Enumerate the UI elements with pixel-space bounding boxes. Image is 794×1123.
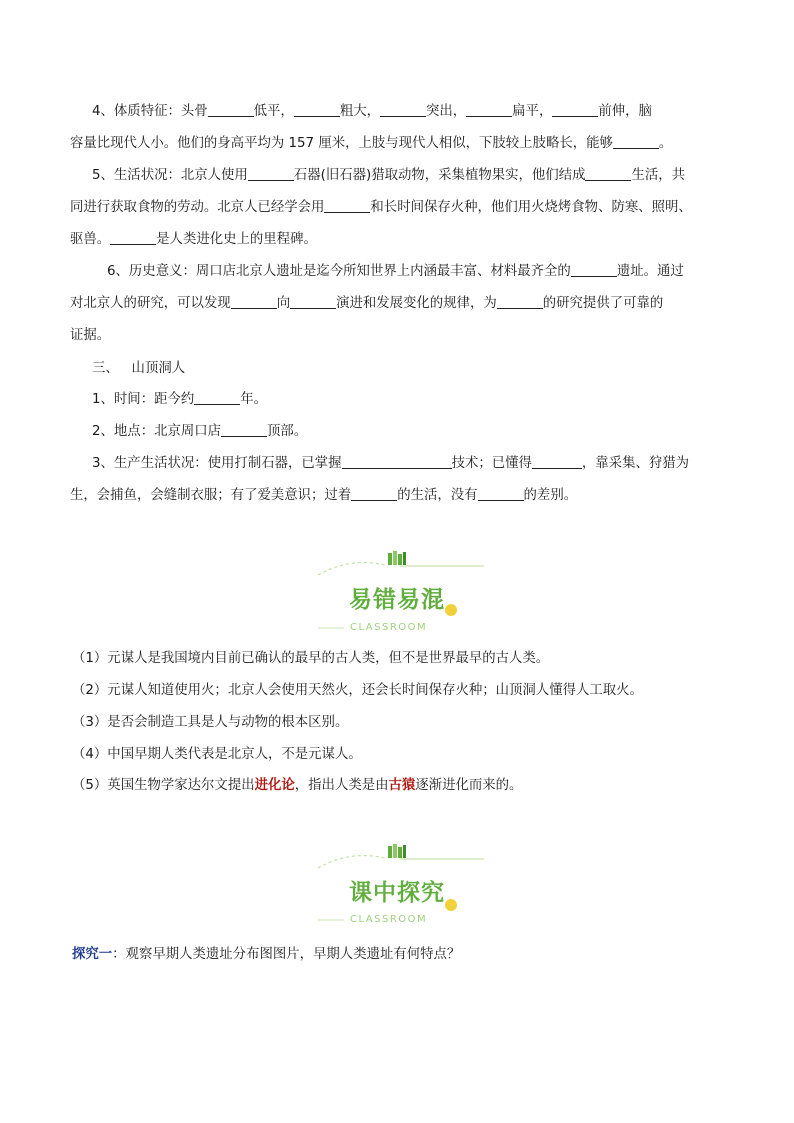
item5-line2 [70, 197, 794, 219]
text: 的生活，没有 [397, 488, 478, 503]
blank [552, 101, 598, 117]
blank [294, 101, 340, 117]
explore-question [72, 944, 794, 966]
text: 容量比现代人小。他们的身高平均为 157 厘米，上肢与现代人相似，下肢较上肢略长，能够 [70, 136, 613, 151]
text: 三、 山顶洞人 [92, 361, 186, 376]
blank [110, 229, 156, 245]
blank [585, 165, 631, 181]
text: 石器(旧石器)猎取动物，采集植物果实，他们结成 [293, 168, 586, 183]
blank [532, 453, 582, 469]
text: 。 [658, 136, 673, 151]
text: （5）英国生物学家达尔文提出 [72, 778, 255, 793]
text: 5、生活状况：北京人使用 [92, 168, 248, 183]
blank [380, 101, 426, 117]
text: 和长时间保存火种，他们用火烧烤食物、防寒、照明、 [370, 200, 692, 215]
text: 证据。 [70, 328, 111, 343]
blank [342, 453, 452, 469]
blank [231, 293, 277, 309]
item5-line1 [92, 165, 794, 187]
blank [613, 133, 659, 149]
blank [497, 293, 543, 309]
text: 2、地点：北京周口店 [92, 424, 222, 439]
blank [324, 197, 370, 213]
text: 年。 [240, 392, 268, 407]
text: 的差别。 [523, 488, 578, 503]
text: 同进行获取食物的劳动。北京人已经学会用 [70, 200, 325, 215]
text: 驱兽。 [70, 232, 111, 247]
blank [221, 421, 267, 437]
text: 1、时间：距今约 [92, 392, 195, 407]
text: 遗址。通过 [616, 264, 684, 279]
text: 低平， [253, 104, 294, 119]
highlight-term: 进化论 [254, 778, 295, 793]
item6-line3 [70, 325, 794, 347]
blank [248, 165, 294, 181]
section3-heading [92, 358, 794, 380]
text: 是人类进化史上的里程碑。 [156, 232, 317, 247]
section3-time [92, 389, 794, 411]
banner-explore [0, 838, 794, 928]
blank [194, 389, 240, 405]
explore-label: 探究一 [72, 947, 113, 962]
banner-title: 易错易混 [349, 587, 445, 613]
mistake-item-5 [72, 775, 794, 797]
text: 粗大， [339, 104, 380, 119]
text: 顶部。 [267, 424, 308, 439]
text: 前伸，脑 [598, 104, 652, 119]
banner-mistakes [0, 545, 794, 635]
banner-title: 课中探究 [349, 880, 445, 906]
blank [466, 101, 512, 117]
mistake-item-3: （3）是否会制造工具是人与动物的根本区别。 [72, 715, 349, 730]
text: 的研究提供了可靠的 [542, 296, 664, 311]
text: 突出， [426, 104, 467, 119]
section3-prod-line1 [92, 453, 794, 475]
text: 对北京人的研究，可以发现 [70, 296, 231, 311]
mistake-item-4: （4）中国早期人类代表是北京人，不是元谋人。 [72, 747, 362, 762]
banner-subtitle: CLASSROOM [350, 914, 428, 925]
item6-line1 [107, 261, 794, 283]
text: 生活，共 [631, 168, 686, 183]
text: 逐渐进化而来的。 [415, 778, 523, 793]
item4-line1 [92, 101, 794, 123]
section3-prod-line2 [70, 485, 794, 507]
blank [351, 485, 397, 501]
text: 演进和发展变化的规律，为 [336, 296, 497, 311]
text: ：观察早期人类遗址分布图图片，早期人类遗址有何特点？ [112, 947, 461, 962]
text: 技术；已懂得 [451, 456, 532, 471]
item4-line2 [70, 133, 794, 155]
text: ，靠采集、狩猎为 [581, 456, 690, 471]
blank [478, 485, 524, 501]
text: 扁平， [512, 104, 553, 119]
text: 3、生产生活状况：使用打制石器，已掌握 [92, 456, 342, 471]
item5-line3 [70, 229, 794, 251]
mistake-item-1: （1）元谋人是我国境内目前已确认的最早的古人类，但不是世界最早的古人类。 [72, 651, 550, 666]
books-icon [388, 551, 406, 565]
text: ，指出人类是由 [294, 778, 389, 793]
text: 4、体质特征：头骨 [92, 104, 208, 119]
blank [208, 101, 254, 117]
mistake-item-2: （2）元谋人知道使用火；北京人会使用天然火，还会长时间保存火种；山顶洞人懂得人工取火。 [72, 683, 643, 698]
books-icon [388, 844, 406, 858]
text: 向 [276, 296, 291, 311]
blank [290, 293, 336, 309]
highlight-term: 古猿 [388, 778, 416, 793]
text: 生，会捕鱼，会缝制衣服；有了爱美意识；过着 [70, 488, 352, 503]
section3-place [92, 421, 794, 443]
banner-subtitle: CLASSROOM [350, 622, 428, 633]
text: 6、历史意义：周口店北京人遗址是迄今所知世界上内涵最丰富、材料最齐全的 [107, 264, 571, 279]
item6-line2 [70, 293, 794, 315]
blank [571, 261, 617, 277]
